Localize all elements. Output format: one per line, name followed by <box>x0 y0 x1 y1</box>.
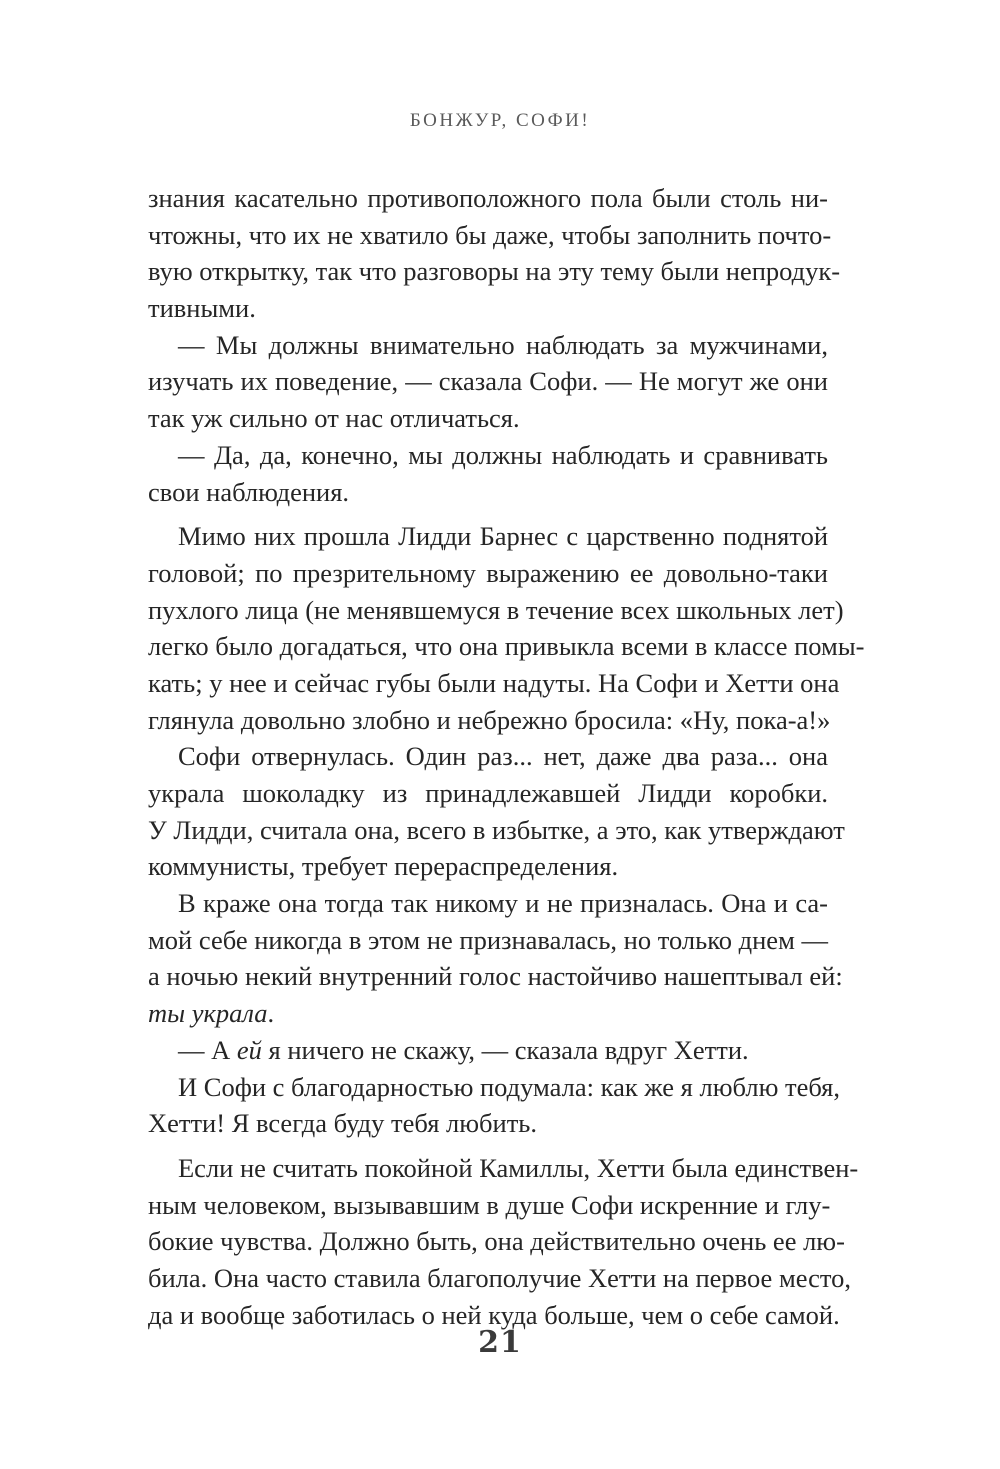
text-line: мой себе никогда в этом не признавалась, но только днем — <box>148 924 828 955</box>
text-line: легко было догадаться, что она привыкла всеми в классе помы- <box>148 631 865 662</box>
text-line: бокие чувства. Должно быть, она действительно очень ее лю- <box>148 1226 845 1257</box>
text-line: знания касательно противоположного пола были столь ни- <box>148 183 828 213</box>
text-line: Мимо них прошла Лидди Барнес с царственно поднятой <box>178 521 828 552</box>
text-line: а ночью некий внутренний голос настойчиво нашептывал ей: <box>148 961 843 992</box>
text-line: так уж сильно от нас отличаться. <box>148 403 520 434</box>
text-line: кать; у нее и сейчас губы были надуты. На Софи и Хетти она <box>148 667 840 698</box>
text-fragment: — А <box>178 1034 237 1065</box>
text-line: да и вообще заботилась о ней куда больше, чем о себе самой. <box>148 1299 840 1330</box>
text-line: изучать их поведение, — сказала Софи. — Не могут же они <box>148 366 828 397</box>
italic-phrase: ты украла <box>148 998 268 1029</box>
text-line: — Да, да, конечно, мы должны наблюдать и сравнивать <box>178 439 828 470</box>
text-line: вую открытку, так что разговоры на эту тему были непродук- <box>148 256 841 287</box>
body-text <box>148 180 865 1333</box>
text-line: пухлого лица (не менявшемуся в течение всех школьных лет) <box>148 594 844 625</box>
italic-word: ей <box>236 1034 262 1065</box>
text-line <box>148 1032 828 1069</box>
text-line: чтожны, что их не хватило бы даже, чтобы заполнить почто- <box>148 219 832 250</box>
text-line <box>148 995 828 1032</box>
text-fragment: . <box>267 998 275 1029</box>
text-line: В краже она тогда так никому и не призналась. Она и са- <box>178 888 828 919</box>
text-line: коммунисты, требует перераспределения. <box>148 851 619 882</box>
page-number: 21 <box>478 1325 522 1360</box>
text-line: У Лидди, считала она, всего в избытке, а это, как утверждают <box>148 814 845 845</box>
text-fragment: я ничего не скажу, — сказала вдруг Хетти. <box>261 1034 749 1065</box>
text-line: — Мы должны внимательно наблюдать за мужчинами, <box>178 329 828 360</box>
running-title: БОНЖУР, СОФИ! <box>409 110 591 131</box>
text-line: Хетти! Я всегда буду тебя любить. <box>148 1108 537 1139</box>
text-line: тивными. <box>148 293 256 324</box>
text-line: свои наблюдения. <box>148 476 350 507</box>
text-line: била. Она часто ставила благополучие Хетти на первое место, <box>148 1262 852 1293</box>
text-line: украла шоколадку из принадлежавшей Лидди коробки. <box>148 778 828 808</box>
text-line: Если не считать покойной Камиллы, Хетти была единствен- <box>178 1152 859 1183</box>
text-line: головой; по презрительному выражению ее довольно-таки <box>148 557 828 588</box>
text-line: И Софи с благодарностью подумала: как же я люблю тебя, <box>178 1071 840 1102</box>
text-line: Софи отвернулась. Один раз... нет, даже два раза... она <box>178 741 828 772</box>
text-line: глянула довольно злобно и небрежно бросила: «Ну, пока-а!» <box>148 704 831 735</box>
text-line: ным человеком, вызывавшим в душе Софи искренние и глу- <box>148 1189 831 1220</box>
